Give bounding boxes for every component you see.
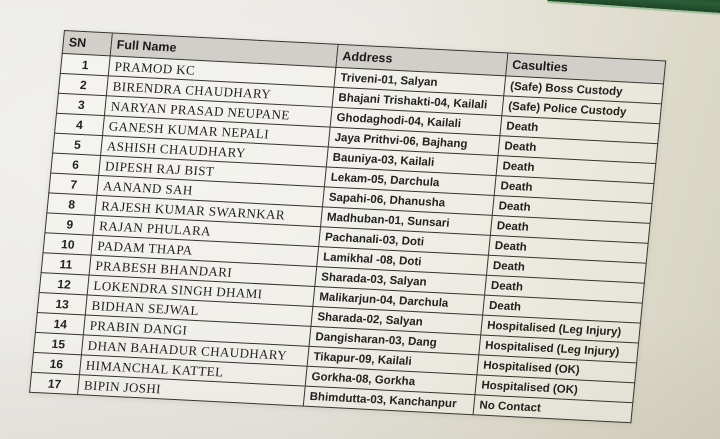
cell-sn: 3: [56, 93, 106, 115]
cell-casualty: Death: [490, 215, 650, 243]
table-body: [30, 53, 664, 422]
cell-address: Tikapur-09, Kailali: [307, 346, 479, 375]
cell-name: RAJAN PHULARA: [93, 215, 321, 246]
column-header-address: Address: [336, 44, 508, 76]
cell-name: BIRENDRA CHAUDHARY: [106, 76, 334, 107]
cell-name: ASHISH CHAUDHARY: [101, 136, 329, 167]
cell-casualty: No Contact: [473, 395, 633, 423]
cell-sn: 17: [30, 372, 80, 394]
cell-name: AANAND SAH: [97, 175, 325, 206]
cell-name: PRABIN DANGI: [83, 315, 311, 346]
cell-address: Sapahi-06, Dhanusha: [322, 187, 494, 216]
cell-sn: 5: [53, 133, 103, 155]
column-header-full-name: Full Name: [110, 33, 338, 67]
cell-casualty: Hospitalised (Leg Injury): [479, 335, 639, 363]
cell-address: Lamikhal -08, Doti: [317, 247, 489, 276]
table-surface-edge: [547, 0, 720, 17]
cell-address: Gorkha-08, Gorkha: [305, 366, 477, 395]
cell-sn: 11: [41, 253, 91, 275]
cell-sn: 16: [32, 352, 82, 374]
cell-name: BIDHAN SEJWAL: [85, 295, 313, 326]
cell-sn: 4: [55, 113, 105, 135]
cell-name: PADAM THAPA: [91, 235, 319, 266]
cell-address: Sharada-02, Salyan: [311, 306, 483, 335]
cell-sn: 8: [47, 193, 97, 215]
cell-sn: 6: [51, 153, 101, 175]
cell-address: Dangisharan-03, Dang: [309, 326, 481, 355]
cell-name: RAJESH KUMAR SWARNKAR: [95, 195, 323, 226]
cell-casualty: Death: [492, 195, 652, 223]
casualty-table-wrap: [29, 30, 666, 423]
cell-address: Malikarjun-04, Darchula: [313, 287, 485, 316]
cell-name: BIPIN JOSHI: [78, 375, 306, 406]
cell-address: Triveni-01, Salyan: [334, 67, 506, 96]
cell-casualty: Death: [496, 156, 656, 184]
cell-address: Sharada-03, Salyan: [315, 267, 487, 296]
cell-address: Madhuban-01, Sunsari: [321, 207, 493, 236]
cell-casualty: Death: [483, 295, 643, 323]
cell-casualty: Hospitalised (OK): [477, 355, 637, 383]
cell-sn: 9: [45, 213, 95, 235]
cell-address: Lekam-05, Darchula: [324, 167, 496, 196]
cell-sn: 15: [33, 332, 83, 354]
cell-casualty: Death: [494, 176, 654, 204]
cell-casualty: Death: [488, 235, 648, 263]
cell-name: DHAN BAHADUR CHAUDHARY: [81, 335, 309, 366]
cell-name: LOKENDRA SINGH DHAMI: [87, 275, 315, 306]
cell-casualty: Hospitalised (Leg Injury): [481, 315, 641, 343]
cell-sn: 12: [39, 273, 89, 295]
cell-sn: 7: [49, 173, 99, 195]
cell-address: Bauniya-03, Kailali: [326, 147, 498, 176]
cell-casualty: Death: [485, 275, 645, 303]
cell-name: HIMANCHAL KATTEL: [79, 355, 307, 386]
casualty-table: [29, 30, 666, 423]
cell-sn: 2: [58, 73, 108, 95]
cell-casualty: Death: [498, 136, 658, 164]
cell-sn: 1: [60, 53, 110, 75]
cell-casualty: Death: [500, 116, 660, 144]
column-header-casualties: Casulties: [506, 53, 666, 84]
cell-name: DIPESH RAJ BIST: [99, 156, 327, 187]
cell-name: GANESH KUMAR NEPALI: [103, 116, 331, 147]
cell-sn: 13: [37, 293, 87, 315]
cell-address: Bhajani Trishakti-04, Kailali: [332, 87, 504, 116]
cell-name: NARYAN PRASAD NEUPANE: [104, 96, 332, 127]
cell-address: Pachanali-03, Doti: [319, 227, 491, 256]
cell-casualty: (Safe) Boss Custody: [504, 76, 664, 104]
cell-address: Jaya Prithvi-06, Bajhang: [328, 127, 500, 156]
cell-sn: 14: [35, 313, 85, 335]
cell-name: PRABESH BHANDARI: [89, 255, 317, 286]
cell-address: Ghodaghodi-04, Kailali: [330, 107, 502, 136]
cell-casualty: Hospitalised (OK): [475, 375, 635, 403]
cell-casualty: Death: [486, 255, 646, 283]
column-header-sn: SN: [62, 31, 112, 56]
cell-casualty: (Safe) Police Custody: [502, 96, 662, 124]
cell-sn: 10: [43, 233, 93, 255]
cell-name: PRAMOD KC: [108, 56, 336, 87]
cell-address: Bhimdutta-03, Kanchanpur: [303, 386, 475, 415]
